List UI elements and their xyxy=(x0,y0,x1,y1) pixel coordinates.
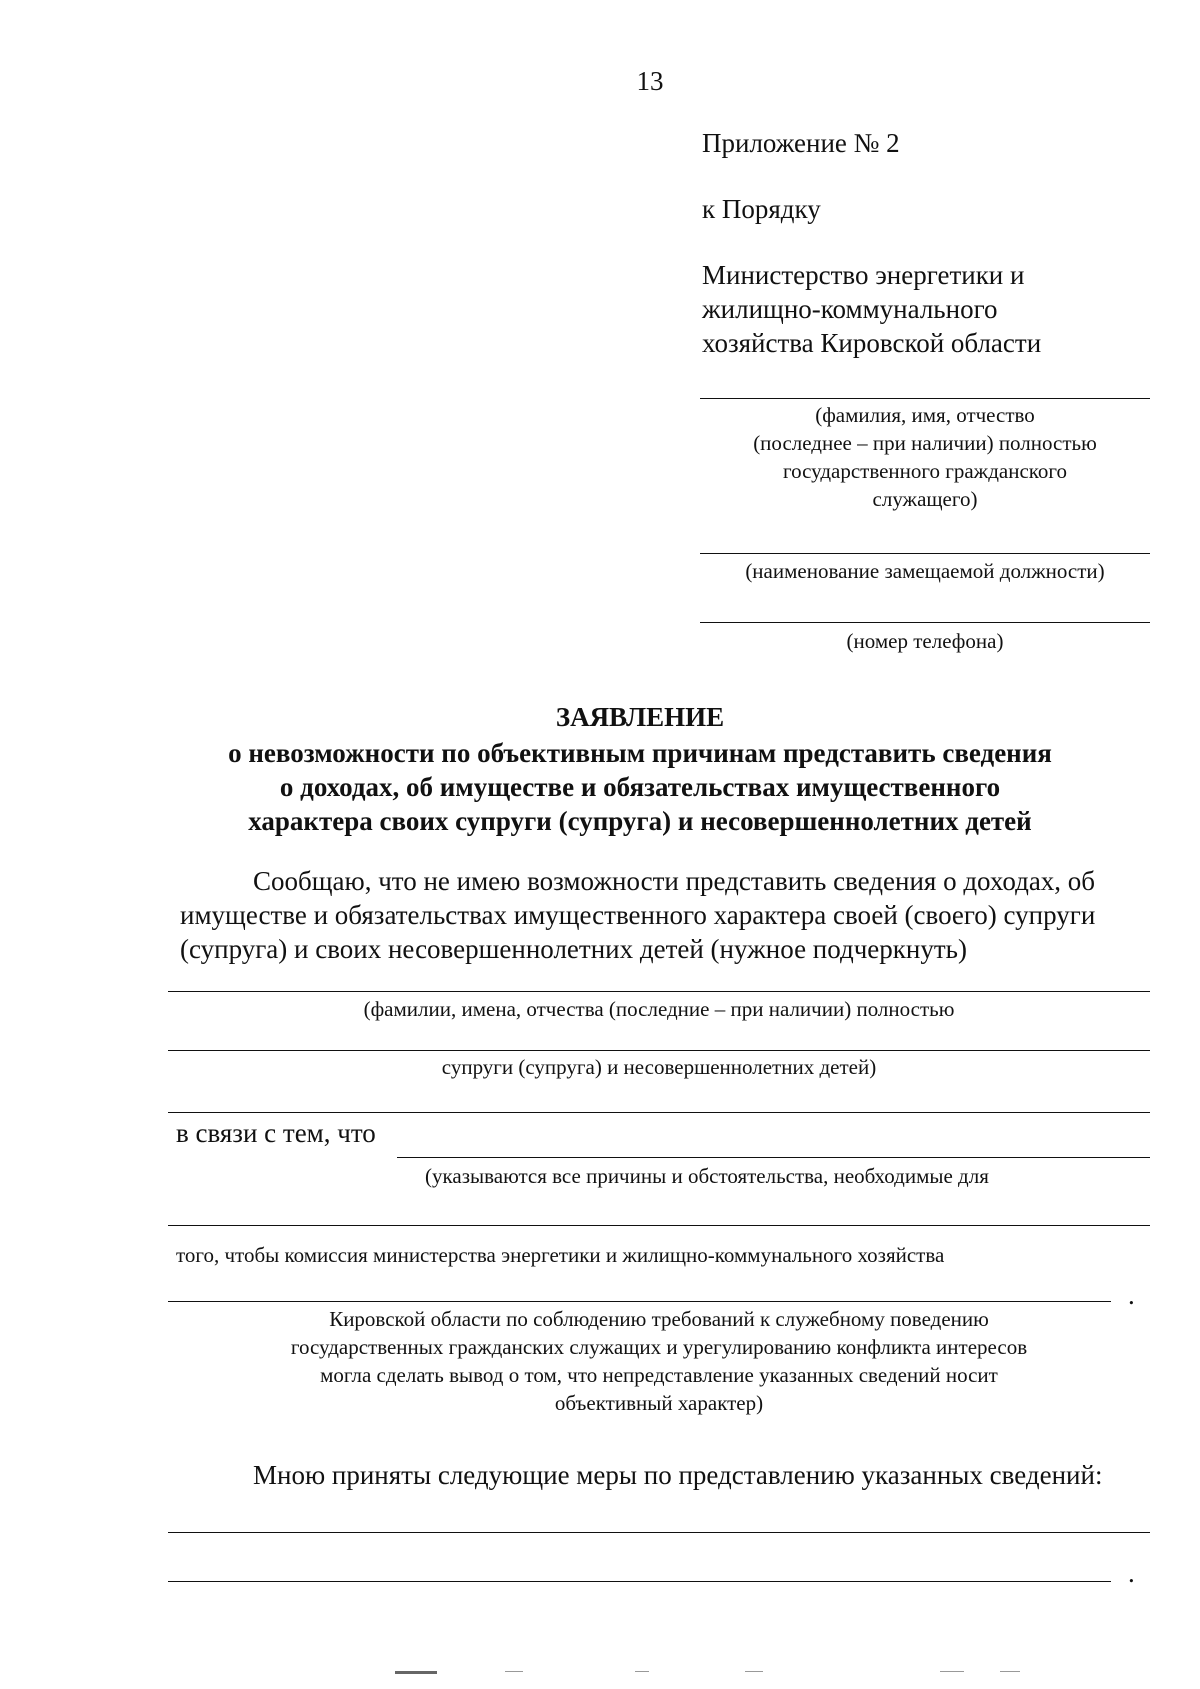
subtitle-line-1: о невозможности по объективным причинам представить сведения xyxy=(228,738,1052,768)
fio-caption-line-1: (фамилия, имя, отчество xyxy=(815,403,1035,427)
reasons-caption-3 xyxy=(168,1305,1150,1417)
document-heading: ЗАЯВЛЕНИЕ xyxy=(555,702,725,732)
paragraph-line-1: Сообщаю, что не имею возможности представить сведения о доходах, об xyxy=(253,866,1096,896)
paragraph-line-3: (супруга) и своих несовершеннолетних детей (нужное подчеркнуть) xyxy=(180,934,967,964)
fio-caption-line-2: (последнее – при наличии) полностью xyxy=(753,431,1097,455)
position-underline[interactable] xyxy=(700,553,1150,554)
phone-caption: (номер телефона) xyxy=(846,629,1004,653)
scan-artifact xyxy=(745,1671,763,1672)
scan-artifact xyxy=(1000,1671,1020,1672)
measures-underline-2[interactable] xyxy=(168,1581,1111,1582)
reasons-underline-2[interactable] xyxy=(397,1157,1150,1158)
reasons-caption-3-line-1: Кировской области по соблюдению требований к служебному поведению xyxy=(329,1307,989,1331)
addressee-line-2: жилищно-коммунального xyxy=(702,294,998,324)
reasons-caption-1: (указываются все причины и обстоятельства, необходимые для xyxy=(425,1164,989,1188)
fio-underline[interactable] xyxy=(700,398,1150,399)
addressee-line-3: хозяйства Кировской области xyxy=(702,328,1042,358)
due-to-label: в связи с тем, что xyxy=(176,1118,376,1148)
reasons-caption-3-line-2: государственных гражданских служащих и урегулированию конфликта интересов xyxy=(290,1335,1028,1359)
scan-artifact xyxy=(940,1671,964,1672)
period-mark-2: . xyxy=(1128,1558,1135,1588)
reasons-caption-3-line-3: могла сделать вывод о том, что непредставление указанных сведений носит xyxy=(320,1363,998,1387)
scan-artifact xyxy=(395,1671,437,1674)
addressee-line-1: Министерство энергетики и xyxy=(702,260,1025,290)
reasons-caption-3-line-4: объективный характер) xyxy=(554,1391,764,1415)
page-number: 13 xyxy=(636,66,664,96)
appendix-label: Приложение № 2 xyxy=(702,128,900,158)
reasons-caption-2: того, чтобы комиссия министерства энергетики и жилищно-коммунального хозяйства xyxy=(176,1243,945,1267)
measures-label: Мною приняты следующие меры по представлению указанных сведений: xyxy=(253,1460,1103,1490)
scan-artifact xyxy=(505,1671,523,1672)
measures-underline-1[interactable] xyxy=(168,1532,1150,1533)
fio-caption-line-3: государственного гражданского xyxy=(782,459,1067,483)
fio-caption-line-4: служащего) xyxy=(872,487,978,511)
phone-underline[interactable] xyxy=(700,622,1150,623)
paragraph-line-2: имуществе и обязательствах имущественного характера своей (своего) супруги xyxy=(180,900,1096,930)
order-reference: к Порядку xyxy=(702,194,821,224)
period-mark-1: . xyxy=(1128,1280,1135,1310)
subtitle-line-3: характера своих супруги (супруга) и несовершеннолетних детей xyxy=(248,806,1032,836)
spouse-caption: супруги (супруга) и несовершеннолетних детей) xyxy=(441,1055,877,1079)
reasons-underline-4[interactable] xyxy=(168,1301,1111,1302)
position-caption: (наименование замещаемой должности) xyxy=(745,559,1105,583)
names-caption: (фамилии, имена, отчества (последние – при наличии) полностью xyxy=(363,997,955,1021)
scan-artifact xyxy=(635,1671,649,1672)
subtitle-line-2: о доходах, об имуществе и обязательствах имущественного xyxy=(279,772,1001,802)
fio-caption xyxy=(700,401,1150,513)
reasons-underline-3[interactable] xyxy=(168,1225,1150,1226)
names-underline[interactable] xyxy=(168,991,1150,992)
spouse-underline[interactable] xyxy=(168,1050,1150,1051)
reasons-underline-1[interactable] xyxy=(168,1112,1150,1113)
